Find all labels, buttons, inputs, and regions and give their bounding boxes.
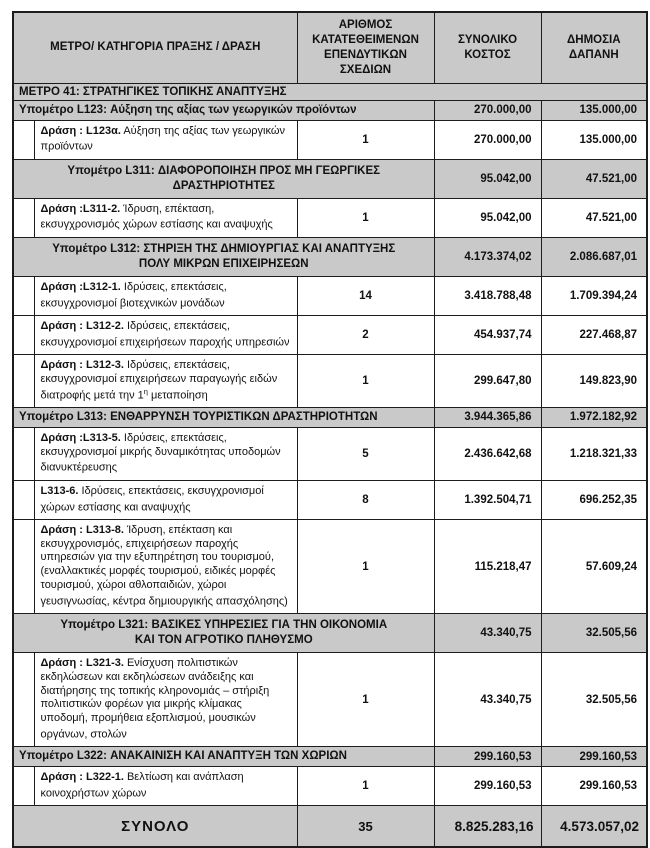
action-public-expenditure: 47.521,00 (541, 198, 647, 237)
header-public-expenditure: ΔΗΜΟΣΙΑ ΔΑΠΑΝΗ (541, 12, 647, 83)
action-code: Δράση : L313-8. (40, 523, 124, 536)
action-indent-cell (13, 767, 34, 806)
total-row (13, 806, 647, 848)
submeasure-row (13, 407, 647, 427)
action-total-cost: 43.340,75 (434, 653, 541, 747)
action-total-cost: 2.436.642,68 (434, 427, 541, 480)
action-label (34, 315, 297, 354)
action-row (13, 120, 647, 159)
action-description: Ίδρυση, επέκταση και εκσυγχρονισμός, επιχειρήσεων παροχής υπηρεσιών για την εξυπηρέτηση του τουρισμού, (εναλλακτικές μορφές τουρισμού, ειδικές μορφές τουρισμού, χώροι αθλοπαιδιών, χώροι γευσιγνωσίας, κέντρα δημιουργικής απασχόλησης) (40, 523, 288, 608)
submeasure-row (13, 237, 647, 276)
submeasure-label: Υπομέτρο L311: ΔΙΑΦΟΡΟΠΟΙΗΣΗ ΠΡΟΣ ΜΗ ΓΕΩΡΓΙΚΕΣ ΔΡΑΣΤΗΡΙΟΤΗΤΕΣ (13, 159, 434, 198)
table-footer (13, 806, 647, 848)
action-public-expenditure: 149.823,90 (541, 355, 647, 408)
funding-summary-table (12, 11, 648, 848)
submeasure-label: Υπομέτρο L321: ΒΑΣΙΚΕΣ ΥΠΗΡΕΣΙΕΣ ΓΙΑ ΤΗΝ ΟΙΚΟΝΟΜΙΑ ΚΑΙ ΤΟΝ ΑΓΡΟΤΙΚΟ ΠΛΗΘΥΣΜΟ (13, 614, 434, 653)
action-count: 2 (297, 315, 434, 354)
action-label (34, 276, 297, 315)
action-public-expenditure: 57.609,24 (541, 519, 647, 613)
action-indent-cell (13, 315, 34, 354)
action-description: Ιδρύσεις, επεκτάσεις, εκσυγχρονισμοί χώρων εστίασης και αναψυχής (40, 484, 264, 514)
action-indent-cell (13, 355, 34, 408)
action-count: 5 (297, 427, 434, 480)
action-count: 1 (297, 120, 434, 159)
action-total-cost: 270.000,00 (434, 120, 541, 159)
action-label (34, 355, 297, 408)
action-row (13, 480, 647, 519)
header-row (13, 12, 647, 83)
action-public-expenditure: 227.468,87 (541, 315, 647, 354)
submeasure-total-cost: 4.173.374,02 (434, 237, 541, 276)
action-public-expenditure: 1.218.321,33 (541, 427, 647, 480)
action-code: Δράση : L321-3. (40, 657, 124, 669)
action-count: 1 (297, 767, 434, 806)
action-row (13, 276, 647, 315)
table-body (13, 83, 647, 806)
action-code: Δράση : L312-2. (40, 319, 124, 332)
submeasure-total-cost: 299.160,53 (434, 747, 541, 767)
action-row (13, 355, 647, 408)
action-code: Δράση : L312-3. (40, 359, 124, 372)
submeasure-public-expenditure: 47.521,00 (541, 159, 647, 198)
action-indent-cell (13, 198, 34, 237)
total-count: 35 (297, 806, 434, 848)
action-code: Δράση : L322-1. (40, 771, 124, 784)
action-superscript: η (143, 386, 148, 396)
action-label (34, 198, 297, 237)
table-header (13, 12, 647, 83)
action-row (13, 653, 647, 747)
action-public-expenditure: 32.505,56 (541, 653, 647, 747)
submeasure-label: Υπομέτρο L313: ΕΝΘΑΡΡΥΝΣΗ ΤΟΥΡΙΣΤΙΚΩΝ ΔΡΑΣΤΗΡΙΟΤΗΤΩΝ (13, 407, 434, 427)
action-indent-cell (13, 120, 34, 159)
submeasure-label: Υπομέτρο L322: ΑΝΑΚΑΙΝΙΣΗ ΚΑΙ ΑΝΑΠΤΥΞΗ ΤΩΝ ΧΩΡΙΩΝ (13, 747, 434, 767)
measure-row (13, 83, 647, 100)
action-label (34, 653, 297, 747)
action-description: Ίδρυση, επέκταση, εκσυγχρονισμός χώρων εστίασης και αναψυχής (40, 202, 273, 232)
action-indent-cell (13, 519, 34, 613)
measure-label: ΜΕΤΡΟ 41: ΣΤΡΑΤΗΓΙΚΕΣ ΤΟΠΙΚΗΣ ΑΝΑΠΤΥΞΗΣ (13, 83, 647, 100)
header-category: ΜΕΤΡΟ/ ΚΑΤΗΓΟΡΙΑ ΠΡΑΞΗΣ / ΔΡΑΣΗ (13, 12, 297, 83)
submeasure-row (13, 614, 647, 653)
action-label (34, 767, 297, 806)
action-total-cost: 3.418.788,48 (434, 276, 541, 315)
submeasure-public-expenditure: 135.000,00 (541, 100, 647, 120)
action-total-cost: 454.937,74 (434, 315, 541, 354)
action-count: 1 (297, 355, 434, 408)
submeasure-total-cost: 270.000,00 (434, 100, 541, 120)
total-cost-value: 8.825.283,16 (434, 806, 541, 848)
action-row (13, 767, 647, 806)
action-code: Δράση :L313-5. (40, 431, 121, 444)
submeasure-row (13, 747, 647, 767)
action-count: 1 (297, 198, 434, 237)
submeasure-public-expenditure: 299.160,53 (541, 747, 647, 767)
action-description: Αύξηση της αξίας των γεωργικών προϊόντων (40, 124, 285, 154)
action-indent-cell (13, 480, 34, 519)
submeasure-total-cost: 43.340,75 (434, 614, 541, 653)
action-public-expenditure: 696.252,35 (541, 480, 647, 519)
action-row (13, 198, 647, 237)
action-row (13, 315, 647, 354)
action-label (34, 120, 297, 159)
submeasure-label: Υπομέτρο L312: ΣΤΗΡΙΞΗ ΤΗΣ ΔΗΜΙΟΥΡΓΙΑΣ ΚΑΙ ΑΝΑΠΤΥΞΗΣ ΠΟΛΥ ΜΙΚΡΩΝ ΕΠΙΧΕΙΡΗΣΕΩΝ (13, 237, 434, 276)
action-total-cost: 95.042,00 (434, 198, 541, 237)
action-description: Ιδρύσεις, επεκτάσεις, εκσυγχρονισμοί βιοτεχνικών μονάδων (40, 280, 227, 310)
action-count: 8 (297, 480, 434, 519)
action-public-expenditure: 299.160,53 (541, 767, 647, 806)
action-description: Ενίσχυση πολιτιστικών εκδηλώσεων και εκδηλώσεων ανάδειξης και διατήρησης της τοπικής κληρονομιάς – στήριξη πολιτιστικών φορέων για μικρής κλίμακας υποδομή, προμήθεια εξοπλισμού, μουσικών οργάνων, στολών (40, 657, 270, 741)
action-row (13, 519, 647, 613)
action-code: Δράση :L311-2. (40, 202, 121, 215)
submeasure-total-cost: 3.944.365,86 (434, 407, 541, 427)
header-count: ΑΡΙΘΜΟΣ ΚΑΤΑΤΕΘΕΙΜΕΝΩΝ ΕΠΕΝΔΥΤΙΚΩΝ ΣΧΕΔΙΩΝ (297, 12, 434, 83)
action-indent-cell (13, 653, 34, 747)
action-indent-cell (13, 276, 34, 315)
action-total-cost: 1.392.504,71 (434, 480, 541, 519)
action-code: Δράση : L123α. (40, 124, 121, 137)
action-code: Δράση :L312-1. (40, 280, 121, 293)
action-label (34, 480, 297, 519)
submeasure-public-expenditure: 32.505,56 (541, 614, 647, 653)
action-total-cost: 115.218,47 (434, 519, 541, 613)
action-row (13, 427, 647, 480)
action-description: Βελτίωση και ανάπλαση κοινοχρήστων χώρων (40, 771, 244, 800)
action-description-tail: μεταποίηση (147, 389, 208, 402)
action-label (34, 427, 297, 480)
action-label (34, 519, 297, 613)
action-code: L313-6. (40, 484, 79, 497)
action-public-expenditure: 1.709.394,24 (541, 276, 647, 315)
action-total-cost: 299.160,53 (434, 767, 541, 806)
total-public-value: 4.573.057,02 (541, 806, 647, 848)
submeasure-public-expenditure: 1.972.182,92 (541, 407, 647, 427)
header-total-cost: ΣΥΝΟΛΙΚΟ ΚΟΣΤΟΣ (434, 12, 541, 83)
action-count: 1 (297, 519, 434, 613)
total-label: ΣΥΝΟΛΟ (13, 806, 297, 848)
action-description: Ιδρύσεις, επεκτάσεις, εκσυγχρονισμοί μικρής δυναμικότητας υποδομών διανυκτέρευσης (40, 431, 281, 475)
action-total-cost: 299.647,80 (434, 355, 541, 408)
action-count: 14 (297, 276, 434, 315)
submeasure-public-expenditure: 2.086.687,01 (541, 237, 647, 276)
submeasure-label: Υπομέτρο L123: Αύξηση της αξίας των γεωργικών προϊόντων (13, 100, 434, 120)
submeasure-row (13, 159, 647, 198)
action-description: Ιδρύσεις, επεκτάσεις, εκσυγχρονισμοί επιχειρήσεων παραγωγής ειδών διατροφής μετά την 1 (40, 359, 278, 402)
action-public-expenditure: 135.000,00 (541, 120, 647, 159)
submeasure-total-cost: 95.042,00 (434, 159, 541, 198)
action-indent-cell (13, 427, 34, 480)
action-count: 1 (297, 653, 434, 747)
submeasure-row (13, 100, 647, 120)
action-description: Ιδρύσεις, επεκτάσεις, εκσυγχρονισμοί επιχειρήσεων παροχής υπηρεσιών (40, 319, 290, 349)
